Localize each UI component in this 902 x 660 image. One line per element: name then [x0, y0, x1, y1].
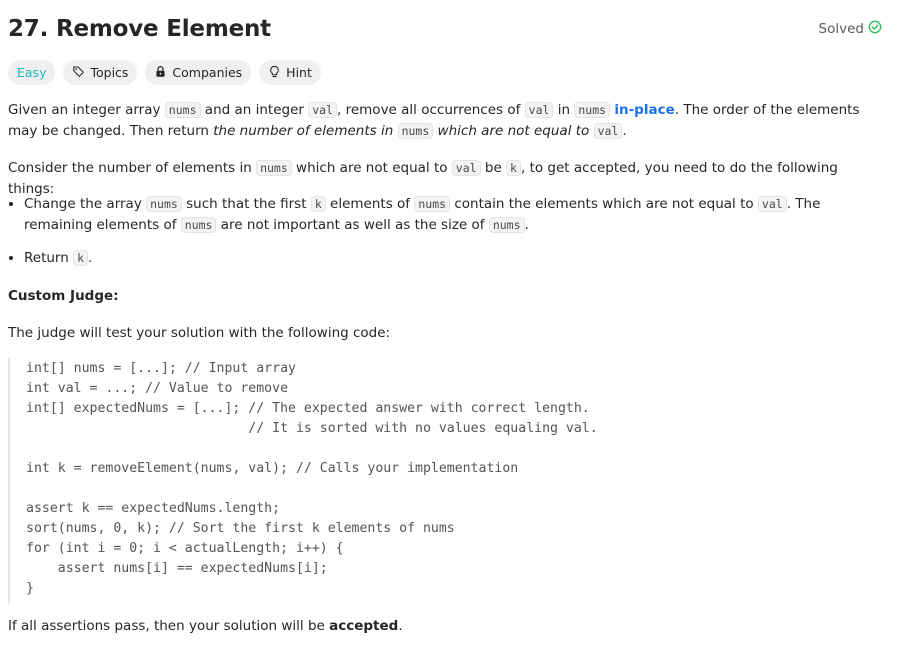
- inline-code: nums: [414, 196, 450, 212]
- hint-button[interactable]: [259, 60, 321, 85]
- lightbulb-icon: [268, 65, 281, 81]
- text: .: [398, 618, 403, 634]
- text: Consider the number of elements in: [8, 160, 257, 176]
- judge-intro-text: The judge will test your solution with the following code:: [8, 325, 391, 341]
- difficulty-badge: [8, 60, 55, 85]
- text: contain the elements which are not equal to: [450, 196, 758, 212]
- lock-icon: [154, 65, 167, 81]
- inline-code: val: [452, 160, 481, 176]
- text: which are not equal to: [291, 160, 452, 176]
- problem-title[interactable]: 27. Remove Element: [8, 16, 271, 42]
- code-block: [8, 358, 868, 604]
- text: .: [622, 123, 627, 139]
- solved-status: [819, 20, 882, 38]
- inline-code: nums: [165, 102, 201, 118]
- text: are not important as well as the size of: [216, 217, 489, 233]
- text: Given an integer array: [8, 102, 165, 118]
- text: . The order of the elements may be changed. Then return: [8, 102, 860, 139]
- inline-code: val: [758, 196, 787, 212]
- text: be: [480, 160, 507, 176]
- check-circle-icon: [868, 20, 882, 38]
- emphasis-text: the number of elements in: [213, 123, 398, 139]
- description-paragraph-1: [8, 100, 868, 142]
- companies-button[interactable]: [145, 60, 251, 85]
- custom-judge-heading: Custom Judge:: [8, 288, 119, 304]
- text: Return: [24, 250, 74, 266]
- in-place-link[interactable]: in-place: [614, 102, 675, 118]
- tag-icon: [72, 65, 85, 81]
- difficulty-label: Easy: [17, 65, 47, 80]
- text: .: [88, 250, 93, 266]
- solved-label: Solved: [818, 21, 864, 37]
- inline-code: k: [506, 160, 521, 176]
- requirements-list: [8, 194, 868, 269]
- text: , remove all occurrences of: [337, 102, 525, 118]
- inline-code: val: [308, 102, 337, 118]
- inline-code: k: [311, 196, 326, 212]
- inline-code: nums: [574, 102, 610, 118]
- hint-label: Hint: [286, 65, 312, 80]
- inline-code: val: [594, 123, 623, 139]
- text: , to get accepted, you need to do the following things:: [8, 160, 838, 197]
- inline-code: nums: [256, 160, 292, 176]
- problem-tags: [8, 60, 321, 85]
- inline-code: k: [73, 250, 88, 266]
- topics-button[interactable]: [63, 60, 137, 85]
- text: such that the first: [181, 196, 311, 212]
- topics-label: Topics: [90, 65, 129, 80]
- inline-code: nums: [146, 196, 182, 212]
- text: .: [524, 217, 529, 233]
- list-item: [24, 194, 868, 248]
- text: and an integer: [200, 102, 309, 118]
- text: . The remaining elements of: [24, 196, 821, 233]
- text: If all assertions pass, then your solution will be: [8, 618, 330, 634]
- inline-code: val: [525, 102, 554, 118]
- text: Change the array: [24, 196, 147, 212]
- inline-code: nums: [398, 123, 434, 139]
- text: elements of: [325, 196, 415, 212]
- description-paragraph-final: [8, 616, 403, 637]
- inline-code: nums: [489, 217, 525, 233]
- text: in: [553, 102, 575, 118]
- inline-code: nums: [181, 217, 217, 233]
- companies-label: Companies: [172, 65, 243, 80]
- strong-text: accepted: [329, 618, 399, 634]
- emphasis-text: which are not equal to: [433, 123, 594, 139]
- problem-header: [8, 12, 886, 52]
- judge-code: int[] nums = [...]; // Input array int val = ...; // Value to remove int[] expectedNums = [...]; // The expected answer with correct length. // It is sorted with no values equaling val. int k = removeElement(nums, val); // Calls your implementation assert k == expectedNums.length; sort(nums, 0, k); // Sort the first k elements of nums for (int i = 0; i < actualLength; i++) { assert nums[i] == expectedNums[i]; }: [26, 361, 598, 596]
- list-item: [24, 248, 868, 269]
